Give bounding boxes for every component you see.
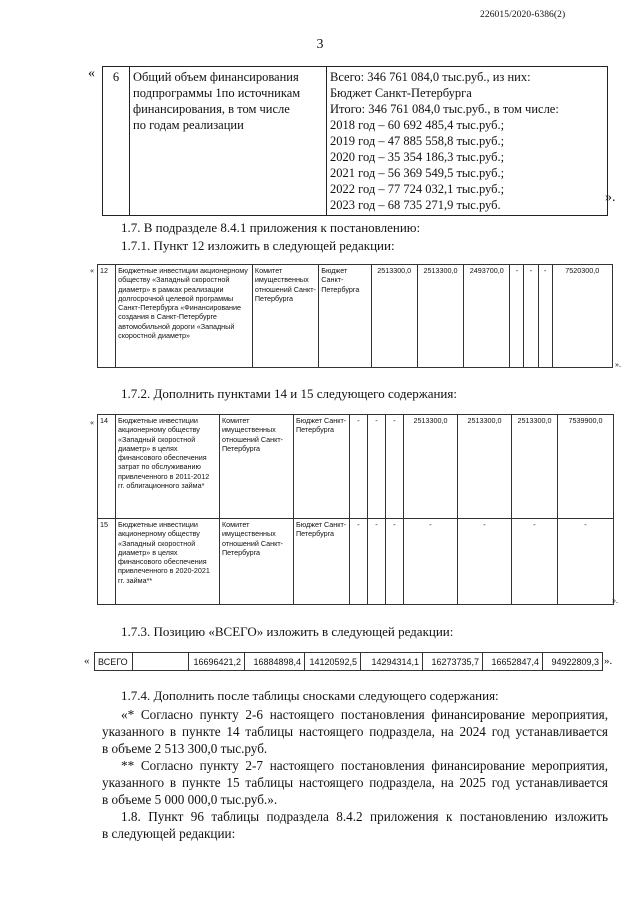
description-cell: Бюджетные инвестиции акционерному обществу «Западный скоростной диаметр» в целях финансового обеспечения затрат по обслуживанию привлеченного в 2011-2012 гг. облигационного займа* [116,415,220,519]
source-cell: Бюджет Санкт-Петербурга [319,265,371,368]
value-cell: 2513300,0 [371,265,417,368]
value-cell: - [512,519,558,605]
value-line: 2018 год – 60 692 485,4 тыс.руб.; [330,118,505,132]
executor-cell: Комитет имущественных отношений Санкт-Петербурга [252,265,318,368]
open-quote-mark: « [90,266,94,275]
label-line: Общий объем финансирования [133,70,299,84]
executor-cell: Комитет имущественных отношений Санкт-Петербурга [220,415,294,519]
value-cell: 16696421,2 [189,653,245,671]
table-row [103,67,608,216]
table-row [98,519,614,605]
subsection-1-7-2: 1.7.2. Дополнить пунктами 14 и 15 следующего содержания: [121,386,457,401]
label-line: финансирования, в том числе [133,102,290,116]
row-number-cell: 14 [98,415,116,519]
value-cell: 16273735,7 [423,653,483,671]
row-number-cell: 6 [103,67,130,216]
item-12-table [97,264,613,368]
value-cell: 7539900,0 [558,415,614,519]
footnote-line: указанного в пункте 14 таблицы настоящего подраздела, на 2024 год устанавливается [102,724,608,739]
description-cell: Бюджетные инвестиции акционерному обществу «Западный скоростной диаметр» в целях финансового обеспечения привлеченного в 2020-2021 гг. займа** [116,519,220,605]
subsection-1-7-4: 1.7.4. Дополнить после таблицы сносками следующего содержания: [121,688,499,703]
funding-summary-table [102,66,608,216]
value-cell: 2493700,0 [464,265,510,368]
value-line: Итого: 346 761 084,0 тыс.руб., в том числе: [330,102,559,116]
value-cell: 14120592,5 [305,653,361,671]
table-row [98,265,613,368]
section-heading: 1.7. В подразделе 8.4.1 приложения к постановлению: [121,220,421,235]
open-quote-mark: « [90,418,94,427]
value-cell: - [368,415,386,519]
value-cell: 2513300,0 [458,415,512,519]
value-cell: - [350,415,368,519]
value-cell: - [350,519,368,605]
value-cell: 2513300,0 [404,415,458,519]
value-cell: 2513300,0 [417,265,463,368]
footnote-line: ** Согласно пункту 2-7 настоящего постановления финансирование мероприятия, [121,758,608,773]
row-number-cell: 12 [98,265,116,368]
total-table [94,652,603,671]
open-quote-mark: « [84,655,90,667]
funding-label-cell [130,67,327,216]
value-cell: 2513300,0 [512,415,558,519]
subsection-1-7-1: 1.7.1. Пункт 12 изложить в следующей редакции: [121,238,395,253]
value-cell: 16652847,4 [483,653,543,671]
page-number: 3 [316,37,324,52]
items-14-15-table [97,414,614,605]
value-line: 2023 год – 68 735 271,9 тыс.руб. [330,198,501,212]
label-line: по годам реализации [133,118,244,132]
source-cell: Бюджет Санкт-Петербурга [294,519,350,605]
total-label-cell: ВСЕГО [95,653,133,671]
footnote-1 [102,706,608,842]
value-cell: - [386,519,404,605]
table-row [98,415,614,519]
value-cell: - [524,265,538,368]
value-cell: - [404,519,458,605]
close-quote-mark: ». [605,190,616,205]
footnote-line: в объеме 2 513 300,0 тыс.руб. [102,741,268,756]
value-line: 2020 год – 35 354 186,3 тыс.руб.; [330,150,505,164]
close-mark: ». [612,596,618,605]
value-cell: 94922809,3 [543,653,603,671]
row-number-cell: 15 [98,519,116,605]
label-line: подпрограммы 1по источникам [133,86,301,100]
value-cell: - [538,265,552,368]
section-1-8-line: 1.8. Пункт 96 таблицы подраздела 8.4.2 приложения к постановлению изложить [121,809,608,824]
value-cell: 7520300,0 [552,265,612,368]
value-cell: 14294314,1 [361,653,423,671]
value-cell: - [386,415,404,519]
empty-cell [133,653,189,671]
executor-cell: Комитет имущественных отношений Санкт-Петербурга [220,519,294,605]
section-1-8-line: в следующей редакции: [102,826,236,841]
funding-values-cell [327,67,608,216]
description-cell: Бюджетные инвестиции акционерному обществу «Западный скоростной диаметр» в рамках реализации долгосрочной целевой программы Санкт-Петербурга «Финансирование создания в Санкт-Петербурге автомобильной дороги «Западный скоростной диаметр» [116,265,253,368]
subsection-1-7-3: 1.7.3. Позицию «ВСЕГО» изложить в следующей редакции: [121,624,454,639]
close-mark: ». [615,360,621,369]
footnote-line: «* Согласно пункту 2-6 настоящего постановления финансирование мероприятия, [121,707,608,722]
document-number: 226015/2020-6386(2) [480,10,566,20]
value-cell: - [510,265,524,368]
value-cell: 16884898,4 [245,653,305,671]
footnote-line: указанного в пункте 15 таблицы настоящего подраздела, на 2025 год устанавливается [102,775,608,790]
value-cell: - [558,519,614,605]
source-cell: Бюджет Санкт-Петербурга [294,415,350,519]
value-cell: - [368,519,386,605]
footnote-line: в объеме 5 000 000,0 тыс.руб.». [102,792,278,807]
value-line: Бюджет Санкт-Петербурга [330,86,472,100]
value-line: Всего: 346 761 084,0 тыс.руб., из них: [330,70,531,84]
value-line: 2021 год – 56 369 549,5 тыс.руб.; [330,166,505,180]
value-line: 2019 год – 47 885 558,8 тыс.руб.; [330,134,505,148]
table-row [95,653,603,671]
value-line: 2022 год – 77 724 032,1 тыс.руб.; [330,182,505,196]
close-mark: ». [604,655,613,667]
open-quote-mark: « [88,66,95,81]
value-cell: - [458,519,512,605]
